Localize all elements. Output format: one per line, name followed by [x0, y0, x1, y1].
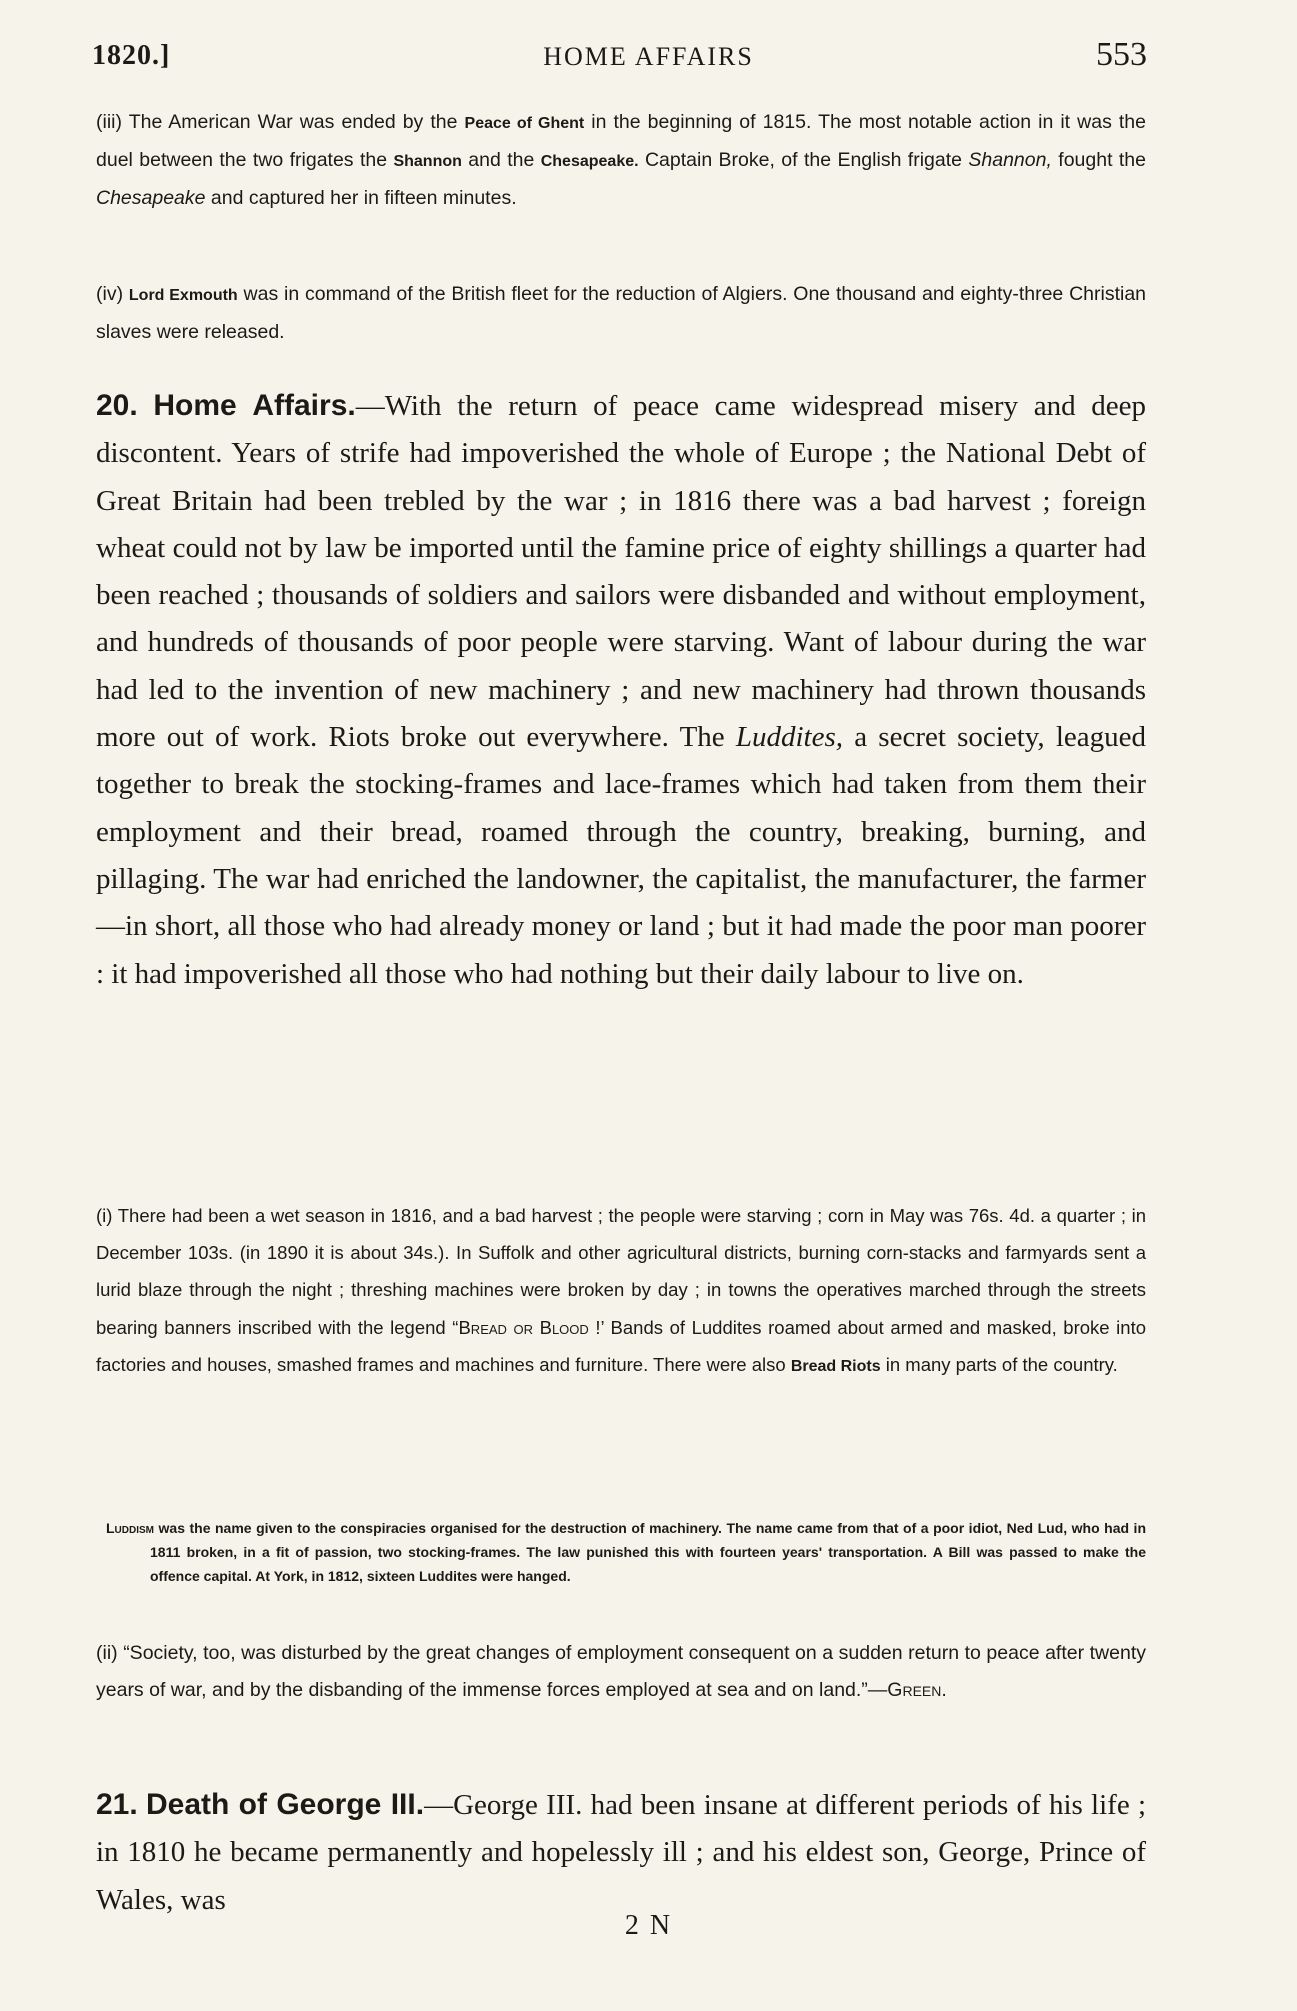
note-text: There had been a wet season in 1816, and a bad harvest ; the people were starving ; corn in May was 76s. 4d. a quarter ; in December 103s. (in 1890 it is about 34s.). In Suffolk and other agricultural districts, burning corn-stacks and farmyards sent a lurid blaze through the night ; threshing machines were broken by day ; in towns the operatives marched through the streets bearing banners inscribed with the legend “ [96, 1205, 1146, 1338]
bold-term: Shannon [393, 153, 462, 170]
italic-term: Shannon, [968, 149, 1052, 171]
section-heading: Home Affairs. [153, 389, 356, 422]
note-text: and the [468, 149, 535, 171]
bold-term: Lord Exmouth [128, 287, 238, 304]
note-i [96, 1197, 1146, 1385]
header-year: 1820.] [92, 40, 171, 71]
bold-term: Peace of Ghent [464, 115, 585, 132]
note-marker: (ii) [96, 1642, 118, 1664]
note-marker: (i) [96, 1205, 113, 1226]
note-text: “Society, too, was disturbed by the great changes of employment consequent on a sudden return to peace after twenty years of war, and by the disbanding of the immense forces employed at sea and on land.”— [96, 1642, 1146, 1701]
page-number: 553 [1096, 36, 1147, 73]
small-caps-term: Luddism [106, 1520, 154, 1536]
luddism-note [106, 1516, 1146, 1588]
italic-term: Luddites, [735, 721, 844, 754]
note-iv [96, 276, 1146, 350]
signature-mark: 2 N [624, 1910, 673, 1941]
note-text: in the beginning of 1815. The most notable action in it was the duel between the two frigates the [96, 111, 1146, 171]
note-text: fought the [1058, 149, 1146, 171]
small-caps-term: Green. [887, 1679, 947, 1701]
small-caps-term: Bread or Blood ! [458, 1316, 601, 1338]
note-text: in many parts of the country. [885, 1353, 1118, 1375]
small-caps-term: III. [546, 1789, 583, 1821]
body-text: —With the return of peace came widespread misery and deep discontent. Years of strife had impoverished the whole of Europe ; the National Debt of Great Britain had been trebled by the war ; in 1816 there was a bad harvest ; foreign wheat could not by law be imported until the famine price of eighty shillings a quarter had been reached ; thousands of soldiers and sailors were disbanded and without employment, and hundreds of thousands of poor people were starving. Want of labour during the war had led to the invention of new machinery ; and new machinery had thrown thousands more out of work. Riots broke out everywhere. The [96, 390, 1146, 754]
note-text: The American War was ended by the [128, 111, 458, 133]
section-number: 20. [96, 389, 138, 422]
bold-term: Bread Riots [790, 1357, 881, 1375]
section-heading: Death of George III. [145, 1788, 425, 1821]
note-text: was the name given to the conspiracies organised for the destruction of machinery. The name came from that of a poor idiot, Ned Lud, who had in 1811 broken, in a fit of passion, two stocking-frames. The law punished this with fourteen years' transportation. A Bill was passed to make the offence capital. At York, in 1812, sixteen Luddites were hanged. [150, 1520, 1146, 1584]
note-text: was in command of the British fleet for the reduction of Algiers. One thousand and eighty-three Christian slaves were released. [96, 283, 1147, 343]
body-text: a secret society, leagued together to break the stocking-frames and lace-frames which had taken from them their employment and their bread, roamed through the country, breaking, burning, and pillaging. The war had enriched the landowner, the capitalist, the manufacturer, the farmer—in short, all those who had already money or land ; but it had made the poor man poorer : it had impoverished all those who had nothing but their daily labour to live on. [96, 721, 1146, 990]
running-head: HOME AFFAIRS [543, 42, 754, 71]
section-21 [96, 1781, 1146, 1924]
bold-term: Chesapeake. [540, 153, 639, 170]
note-text: ’ Bands of Luddites roamed about armed and masked, broke into factories and houses, smashed frames and machines and furniture. There were also [96, 1316, 1146, 1375]
note-text: and captured her in fifteen minutes. [210, 187, 517, 209]
note-ii [96, 1635, 1146, 1709]
note-text: Captain Broke, of the English frigate [644, 149, 962, 171]
note-iii [96, 104, 1146, 216]
section-number: 21. [96, 1788, 138, 1821]
body-text: —George [424, 1789, 538, 1821]
section-20 [96, 382, 1146, 998]
italic-term: Chesapeake [96, 187, 206, 209]
note-marker: (iii) [96, 111, 122, 133]
body-text: had been insane at different periods of his life ; in 1810 he became permanently and hopelessly ill ; and his eldest son, George, Prince of Wales, was [96, 1789, 1147, 1916]
note-marker: (iv) [96, 283, 124, 305]
